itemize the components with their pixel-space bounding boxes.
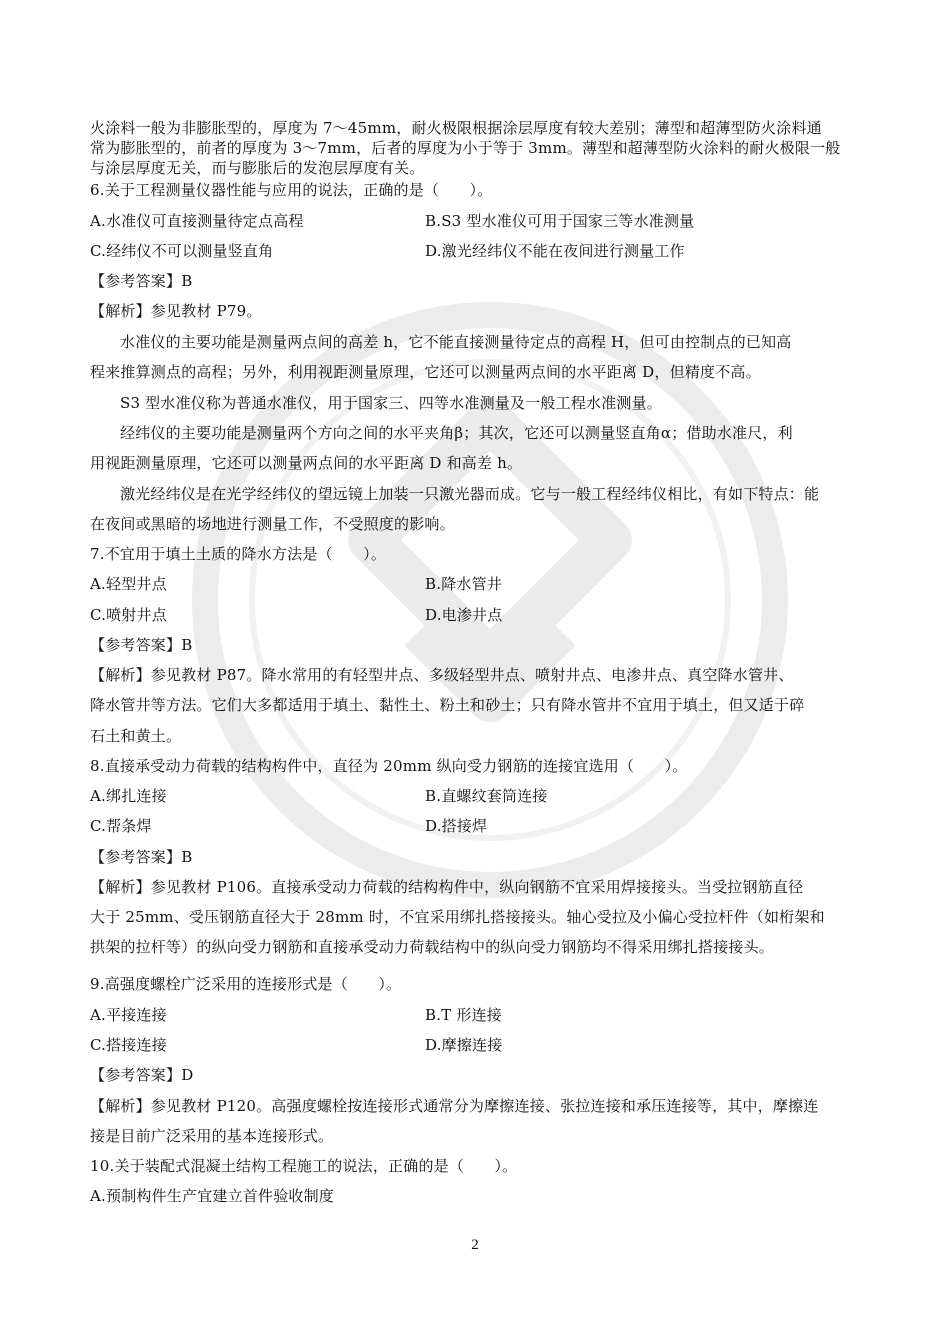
q8-analysis-line: 拱架的拉杆等）的纵向受力钢筋和直接承受动力荷载结构中的纵向受力钢筋均不得采用绑扎搭接接头。 xyxy=(90,938,775,956)
q9-option-c: C.搭接连接 xyxy=(90,1036,167,1054)
intro-line: 常为膨胀型的，前者的厚度为 3～7mm，后者的厚度为小于等于 3mm。薄型和超薄型防火涂料的耐火极限一般 xyxy=(90,139,841,157)
q7-options-row xyxy=(90,604,503,626)
q9-options-row xyxy=(90,1034,503,1056)
q8-option-c: C.帮条焊 xyxy=(90,817,152,835)
q8-options-row xyxy=(90,785,548,807)
q9-answer: 【参考答案】D xyxy=(90,1066,194,1084)
q6-answer: 【参考答案】B xyxy=(90,272,193,290)
q6-analysis-line: 在夜间或黑暗的场地进行测量工作，不受照度的影响。 xyxy=(90,515,455,533)
q6-analysis-head: 【解析】参见教材 P79。 xyxy=(90,302,262,320)
intro-line: 与涂层厚度无关，而与膨胀后的发泡层厚度有关。 xyxy=(90,159,425,177)
q6-option-b: B.S3 型水准仪可用于国家三等水准测量 xyxy=(425,212,695,230)
q9-option-a: A.平接连接 xyxy=(90,1006,167,1024)
watermark-logo xyxy=(190,300,790,900)
question-7: 7.不宜用于填土土质的降水方法是（ ）。 xyxy=(90,545,387,563)
q6-analysis-line: 激光经纬仪是在光学经纬仪的望远镜上加装一只激光器而成。它与一般工程经纬仪相比，有如下特点：能 xyxy=(120,485,820,503)
intro-line: 火涂料一般为非膨胀型的，厚度为 7～45mm，耐火极限根据涂层厚度有较大差别；薄型和超薄型防火涂料通 xyxy=(90,119,822,137)
q8-option-d: D.搭接焊 xyxy=(425,817,488,835)
q8-analysis-line: 【解析】参见教材 P106。直接承受动力荷载的结构构件中，纵向钢筋不宜采用焊接接头。当受拉钢筋直径 xyxy=(90,878,804,896)
q8-answer: 【参考答案】B xyxy=(90,848,193,866)
q7-option-c: C.喷射井点 xyxy=(90,606,167,624)
q7-analysis-line: 【解析】参见教材 P87。降水常用的有轻型井点、多级轻型井点、喷射井点、电渗井点、真空降水管井、 xyxy=(90,666,794,684)
q6-option-a: A.水准仪可直接测量待定点高程 xyxy=(90,212,304,230)
question-9: 9.高强度螺栓广泛采用的连接形式是（ ）。 xyxy=(90,975,402,993)
q6-analysis-line: 水准仪的主要功能是测量两点间的高差 h，它不能直接测量待定点的高程 H，但可由控制点的已知高 xyxy=(120,333,792,351)
q7-option-d: D.电渗井点 xyxy=(425,606,503,624)
q8-analysis-line: 大于 25mm、受压钢筋直径大于 28mm 时，不宜采用绑扎搭接接头。轴心受拉及小偏心受拉杆件（如桁架和 xyxy=(90,908,825,926)
question-6: 6.关于工程测量仪器性能与应用的说法，正确的是（ ）。 xyxy=(90,181,493,199)
q9-option-d: D.摩擦连接 xyxy=(425,1036,503,1054)
q6-options-row xyxy=(90,240,685,262)
q7-options-row xyxy=(90,573,502,595)
q6-option-c: C.经纬仪不可以测量竖直角 xyxy=(90,242,274,260)
question-10: 10.关于装配式混凝土结构工程施工的说法，正确的是（ ）。 xyxy=(90,1157,518,1175)
q6-option-d: D.激光经纬仪不能在夜间进行测量工作 xyxy=(425,242,685,260)
q9-option-b: B.T 形连接 xyxy=(425,1006,502,1024)
q9-analysis-line: 【解析】参见教材 P120。高强度螺栓按连接形式通常分为摩擦连接、张拉连接和承压连接等，其中，摩擦连 xyxy=(90,1097,819,1115)
question-8: 8.直接承受动力荷载的结构构件中，直径为 20mm 纵向受力钢筋的连接宜选用（ ）。 xyxy=(90,757,688,775)
q10-option-a: A.预制构件生产宜建立首件验收制度 xyxy=(90,1187,335,1205)
q9-analysis-line: 接是目前广泛采用的基本连接形式。 xyxy=(90,1127,334,1145)
q7-analysis-line: 石土和黄土。 xyxy=(90,727,182,745)
q8-option-a: A.绑扎连接 xyxy=(90,787,167,805)
q6-analysis-line: S3 型水准仪称为普通水准仪，用于国家三、四等水准测量及一般工程水准测量。 xyxy=(120,394,662,412)
page-number: 2 xyxy=(471,1237,479,1253)
q7-analysis-line: 降水管井等方法。它们大多都适用于填土、黏性土、粉土和砂土；只有降水管井不宜用于填土，但又适于碎 xyxy=(90,696,805,714)
q7-option-a: A.轻型井点 xyxy=(90,575,167,593)
q8-options-row xyxy=(90,815,488,837)
q6-analysis-line: 程来推算测点的高程；另外，利用视距测量原理，它还可以测量两点间的水平距离 D，但精度不高。 xyxy=(90,363,761,381)
q6-analysis-line: 经纬仪的主要功能是测量两个方向之间的水平夹角β；其次，它还可以测量竖直角α；借助水准尺，利 xyxy=(120,424,793,442)
q6-analysis-line: 用视距测量原理，它还可以测量两点间的水平距离 D 和高差 h。 xyxy=(90,454,523,472)
q7-answer: 【参考答案】B xyxy=(90,636,193,654)
q9-options-row xyxy=(90,1004,502,1026)
q7-option-b: B.降水管井 xyxy=(425,575,502,593)
q6-options-row xyxy=(90,210,695,232)
q8-option-b: B.直螺纹套筒连接 xyxy=(425,787,548,805)
